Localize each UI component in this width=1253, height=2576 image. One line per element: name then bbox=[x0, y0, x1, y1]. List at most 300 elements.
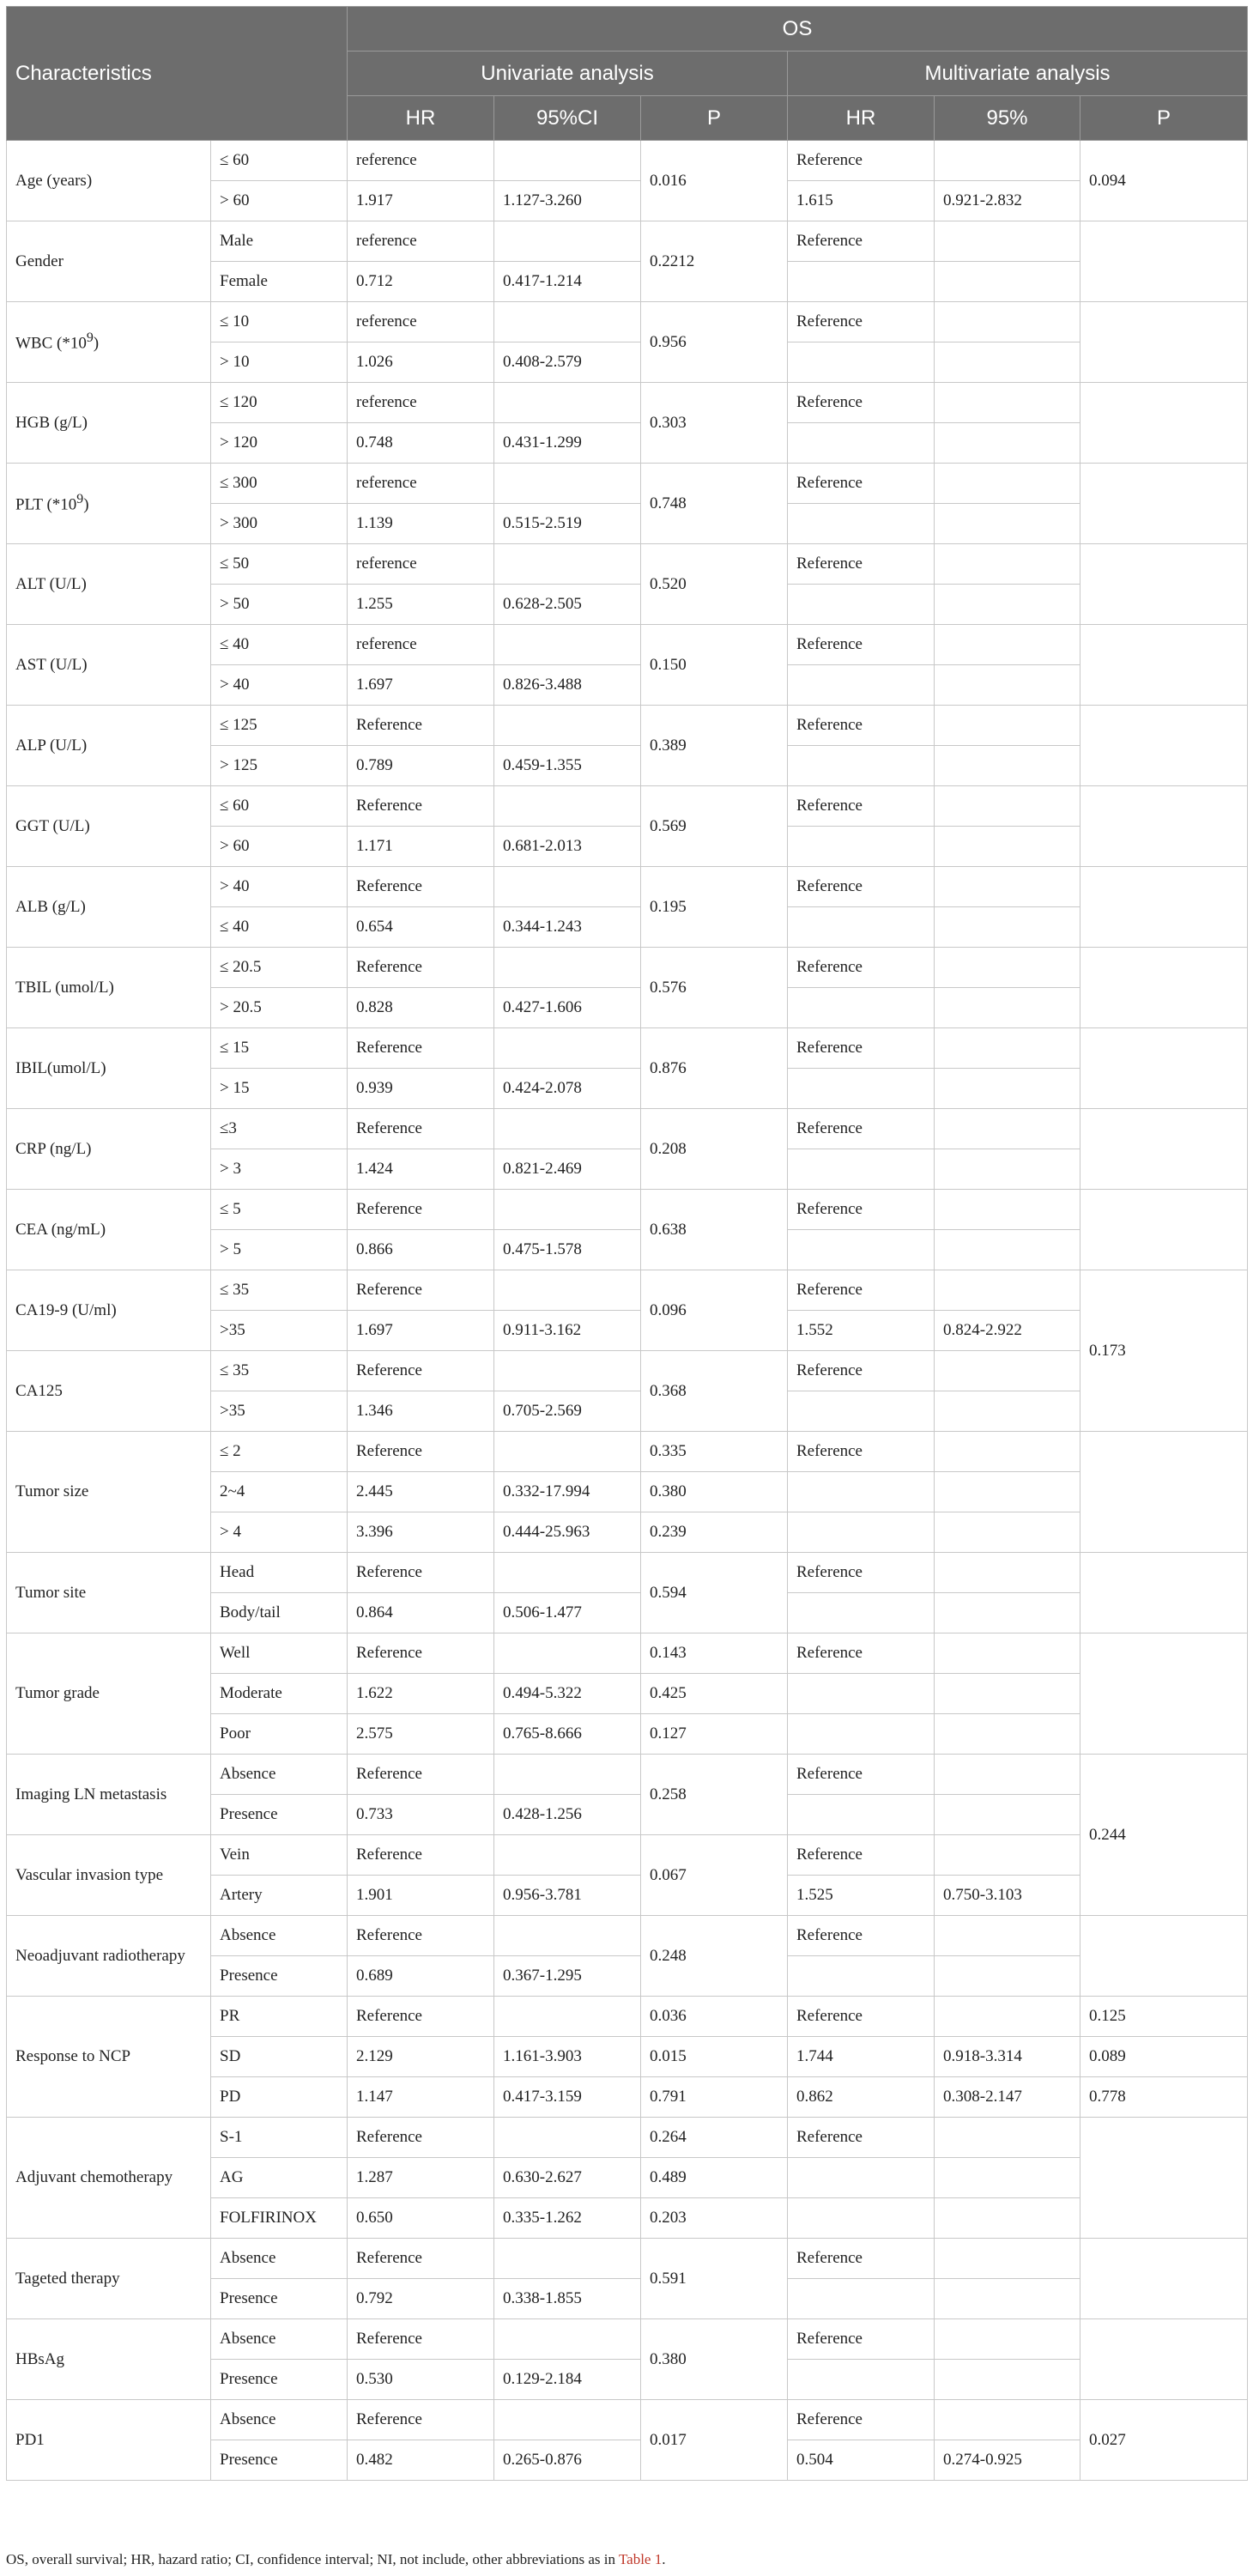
characteristic-name bbox=[7, 706, 211, 786]
uni-ci-cell bbox=[494, 948, 641, 988]
uni-ci-cell: 1.127-3.260 bbox=[494, 181, 641, 221]
category-cell: Absence bbox=[211, 1755, 348, 1795]
uni-ci-cell: 0.444-25.963 bbox=[494, 1512, 641, 1553]
characteristic-label: Tumor site bbox=[15, 1583, 87, 1602]
multi-hr-cell: Reference bbox=[788, 141, 935, 181]
multi-p-cell bbox=[1080, 221, 1248, 302]
uni-hr-cell: 0.748 bbox=[348, 423, 494, 464]
multi-hr-cell: Reference bbox=[788, 544, 935, 585]
category-cell: Presence bbox=[211, 1795, 348, 1835]
uni-hr-cell: 1.171 bbox=[348, 827, 494, 867]
uni-p-cell: 0.015 bbox=[641, 2037, 788, 2077]
uni-ci-cell bbox=[494, 2400, 641, 2440]
category-cell: Male bbox=[211, 221, 348, 262]
uni-ci-cell bbox=[494, 2319, 641, 2360]
multi-p-cell bbox=[1080, 1109, 1248, 1190]
multi-p-cell: 0.125 bbox=[1080, 1997, 1248, 2037]
characteristic-name bbox=[7, 1109, 211, 1190]
uni-hr-cell: 1.287 bbox=[348, 2158, 494, 2198]
category-cell: Head bbox=[211, 1553, 348, 1593]
uni-ci-cell bbox=[494, 1755, 641, 1795]
uni-p-cell: 0.303 bbox=[641, 383, 788, 464]
characteristic-label: Age (years) bbox=[15, 171, 93, 190]
header-multi-p: P bbox=[1080, 96, 1248, 141]
multi-hr-cell: Reference bbox=[788, 383, 935, 423]
uni-p-cell: 0.208 bbox=[641, 1109, 788, 1190]
characteristic-label: Tageted therapy bbox=[15, 2269, 120, 2288]
multi-hr-cell: Reference bbox=[788, 1835, 935, 1876]
uni-hr-cell: 1.901 bbox=[348, 1876, 494, 1916]
category-cell: Absence bbox=[211, 2239, 348, 2279]
multi-ci-cell bbox=[935, 262, 1080, 302]
multi-ci-cell bbox=[935, 221, 1080, 262]
multi-hr-cell bbox=[788, 504, 935, 544]
characteristic-label: Vascular invasion type bbox=[15, 1865, 164, 1884]
category-cell: ≤ 120 bbox=[211, 383, 348, 423]
category-cell: > 5 bbox=[211, 1230, 348, 1270]
uni-ci-cell: 0.332-17.994 bbox=[494, 1472, 641, 1512]
uni-ci-cell: 0.417-3.159 bbox=[494, 2077, 641, 2118]
multi-hr-cell bbox=[788, 2198, 935, 2239]
multi-hr-cell: Reference bbox=[788, 1916, 935, 1956]
table-row bbox=[7, 221, 1248, 262]
uni-p-cell: 0.195 bbox=[641, 867, 788, 948]
header-os: OS bbox=[348, 7, 1248, 52]
uni-p-cell: 0.017 bbox=[641, 2400, 788, 2481]
multi-ci-cell bbox=[935, 1472, 1080, 1512]
multi-ci-cell bbox=[935, 2198, 1080, 2239]
uni-ci-cell: 0.459-1.355 bbox=[494, 746, 641, 786]
table-row bbox=[7, 1553, 1248, 1593]
category-cell: ≤ 40 bbox=[211, 907, 348, 948]
table-row bbox=[7, 1997, 1248, 2037]
category-cell: AG bbox=[211, 2158, 348, 2198]
characteristic-label: Tumor size bbox=[15, 1482, 89, 1500]
multi-ci-cell bbox=[935, 786, 1080, 827]
multi-p-cell bbox=[1080, 867, 1248, 948]
multi-hr-cell bbox=[788, 2279, 935, 2319]
uni-ci-cell: 0.494-5.322 bbox=[494, 1674, 641, 1714]
multi-ci-cell bbox=[935, 625, 1080, 665]
multi-ci-cell bbox=[935, 988, 1080, 1028]
multi-p-cell bbox=[1080, 786, 1248, 867]
multi-p-cell bbox=[1080, 464, 1248, 544]
multi-ci-cell bbox=[935, 1633, 1080, 1674]
multi-ci-cell bbox=[935, 302, 1080, 342]
uni-hr-cell: 0.530 bbox=[348, 2360, 494, 2400]
footnote-table-link[interactable]: Table 1 bbox=[618, 2551, 663, 2567]
multi-ci-cell bbox=[935, 141, 1080, 181]
characteristic-name bbox=[7, 383, 211, 464]
multi-hr-cell: Reference bbox=[788, 1432, 935, 1472]
multi-hr-cell: 1.615 bbox=[788, 181, 935, 221]
multi-ci-cell bbox=[935, 1795, 1080, 1835]
uni-ci-cell bbox=[494, 1190, 641, 1230]
uni-hr-cell: Reference bbox=[348, 2118, 494, 2158]
uni-ci-cell: 0.956-3.781 bbox=[494, 1876, 641, 1916]
multi-p-cell bbox=[1080, 1028, 1248, 1109]
uni-hr-cell: 1.424 bbox=[348, 1149, 494, 1190]
multi-ci-cell bbox=[935, 585, 1080, 625]
multi-ci-cell bbox=[935, 1190, 1080, 1230]
category-cell: Presence bbox=[211, 2279, 348, 2319]
characteristic-label: IBIL(umol/L) bbox=[15, 1058, 106, 1077]
multi-ci-cell bbox=[935, 342, 1080, 383]
category-cell: Well bbox=[211, 1633, 348, 1674]
uni-p-cell: 0.264 bbox=[641, 2118, 788, 2158]
uni-hr-cell: 0.689 bbox=[348, 1956, 494, 1997]
uni-ci-cell: 0.265-0.876 bbox=[494, 2440, 641, 2481]
category-cell: ≤ 35 bbox=[211, 1270, 348, 1311]
multi-hr-cell bbox=[788, 1795, 935, 1835]
table-row bbox=[7, 464, 1248, 504]
uni-ci-cell: 0.427-1.606 bbox=[494, 988, 641, 1028]
uni-hr-cell: reference bbox=[348, 544, 494, 585]
multi-p-cell bbox=[1080, 2319, 1248, 2400]
characteristic-label: CEA (ng/mL) bbox=[15, 1220, 106, 1239]
category-cell: > 20.5 bbox=[211, 988, 348, 1028]
uni-ci-cell: 0.428-1.256 bbox=[494, 1795, 641, 1835]
multi-hr-cell: 1.744 bbox=[788, 2037, 935, 2077]
uni-ci-cell: 0.515-2.519 bbox=[494, 504, 641, 544]
characteristic-name bbox=[7, 302, 211, 383]
uni-ci-cell bbox=[494, 1432, 641, 1472]
uni-p-cell: 0.2212 bbox=[641, 221, 788, 302]
uni-ci-cell: 0.826-3.488 bbox=[494, 665, 641, 706]
uni-ci-cell bbox=[494, 625, 641, 665]
multi-hr-cell bbox=[788, 1956, 935, 1997]
uni-ci-cell: 0.408-2.579 bbox=[494, 342, 641, 383]
uni-hr-cell: Reference bbox=[348, 2319, 494, 2360]
table-row bbox=[7, 141, 1248, 181]
characteristic-label: ALP (U/L) bbox=[15, 736, 88, 755]
multi-p-cell bbox=[1080, 383, 1248, 464]
multi-hr-cell bbox=[788, 1472, 935, 1512]
header-uni-p: P bbox=[641, 96, 788, 141]
uni-p-cell: 0.569 bbox=[641, 786, 788, 867]
category-cell: Vein bbox=[211, 1835, 348, 1876]
characteristic-name bbox=[7, 2118, 211, 2239]
category-cell: FOLFIRINOX bbox=[211, 2198, 348, 2239]
uni-p-cell: 0.036 bbox=[641, 1997, 788, 2037]
category-cell: > 4 bbox=[211, 1512, 348, 1553]
uni-ci-cell bbox=[494, 1633, 641, 1674]
multi-hr-cell bbox=[788, 1069, 935, 1109]
multi-p-cell: 0.027 bbox=[1080, 2400, 1248, 2481]
uni-hr-cell: Reference bbox=[348, 1432, 494, 1472]
uni-ci-cell bbox=[494, 2239, 641, 2279]
multi-p-cell bbox=[1080, 2118, 1248, 2239]
category-cell: ≤ 20.5 bbox=[211, 948, 348, 988]
table-row bbox=[7, 2319, 1248, 2360]
multi-ci-cell: 0.824-2.922 bbox=[935, 1311, 1080, 1351]
category-cell: > 10 bbox=[211, 342, 348, 383]
multi-p-cell: 0.094 bbox=[1080, 141, 1248, 221]
uni-p-cell: 0.791 bbox=[641, 2077, 788, 2118]
multi-hr-cell: Reference bbox=[788, 1553, 935, 1593]
uni-hr-cell: reference bbox=[348, 625, 494, 665]
uni-hr-cell: 1.622 bbox=[348, 1674, 494, 1714]
uni-ci-cell: 0.367-1.295 bbox=[494, 1956, 641, 1997]
table-row bbox=[7, 2239, 1248, 2279]
multi-hr-cell bbox=[788, 988, 935, 1028]
table-row bbox=[7, 1351, 1248, 1391]
multi-ci-cell bbox=[935, 1674, 1080, 1714]
characteristic-name bbox=[7, 1028, 211, 1109]
uni-p-cell: 0.638 bbox=[641, 1190, 788, 1270]
multi-hr-cell bbox=[788, 746, 935, 786]
table-body bbox=[7, 141, 1248, 2481]
characteristic-label: Tumor grade bbox=[15, 1684, 100, 1702]
characteristic-label-tail: ) bbox=[83, 495, 89, 514]
multi-hr-cell: Reference bbox=[788, 1997, 935, 2037]
uni-p-cell: 0.389 bbox=[641, 706, 788, 786]
table-row bbox=[7, 2118, 1248, 2158]
multi-ci-cell: 0.921-2.832 bbox=[935, 181, 1080, 221]
category-cell: ≤ 35 bbox=[211, 1351, 348, 1391]
multi-ci-cell bbox=[935, 665, 1080, 706]
multi-hr-cell: Reference bbox=[788, 221, 935, 262]
category-cell: > 40 bbox=[211, 665, 348, 706]
multi-ci-cell bbox=[935, 1755, 1080, 1795]
multi-hr-cell bbox=[788, 907, 935, 948]
header-multi-hr: HR bbox=[788, 96, 935, 141]
multi-ci-cell bbox=[935, 1512, 1080, 1553]
multi-ci-cell bbox=[935, 544, 1080, 585]
category-cell: Poor bbox=[211, 1714, 348, 1755]
multi-ci-cell bbox=[935, 1028, 1080, 1069]
category-cell: Presence bbox=[211, 2440, 348, 2481]
uni-hr-cell: Reference bbox=[348, 1553, 494, 1593]
multi-hr-cell: Reference bbox=[788, 1028, 935, 1069]
table-header bbox=[7, 7, 1248, 141]
category-cell: > 40 bbox=[211, 867, 348, 907]
uni-ci-cell bbox=[494, 383, 641, 423]
multi-ci-cell bbox=[935, 867, 1080, 907]
multi-ci-cell bbox=[935, 907, 1080, 948]
uni-p-cell: 0.016 bbox=[641, 141, 788, 221]
header-uni-ci: 95%CI bbox=[494, 96, 641, 141]
category-cell: ≤3 bbox=[211, 1109, 348, 1149]
table-row bbox=[7, 948, 1248, 988]
multi-p-cell: 0.173 bbox=[1080, 1270, 1248, 1432]
uni-hr-cell: 1.139 bbox=[348, 504, 494, 544]
uni-hr-cell: 1.697 bbox=[348, 665, 494, 706]
uni-ci-cell: 0.475-1.578 bbox=[494, 1230, 641, 1270]
multi-ci-cell bbox=[935, 2400, 1080, 2440]
results-table bbox=[6, 6, 1248, 2481]
multi-hr-cell bbox=[788, 1593, 935, 1633]
uni-p-cell: 0.127 bbox=[641, 1714, 788, 1755]
category-cell: ≤ 10 bbox=[211, 302, 348, 342]
footnote-tail: . bbox=[662, 2551, 666, 2567]
uni-ci-cell: 0.705-2.569 bbox=[494, 1391, 641, 1432]
table-row bbox=[7, 544, 1248, 585]
multi-ci-cell bbox=[935, 1270, 1080, 1311]
header-uni-hr: HR bbox=[348, 96, 494, 141]
multi-ci-cell bbox=[935, 2158, 1080, 2198]
uni-ci-cell: 0.417-1.214 bbox=[494, 262, 641, 302]
uni-hr-cell: 3.396 bbox=[348, 1512, 494, 1553]
multi-ci-cell: 0.308-2.147 bbox=[935, 2077, 1080, 2118]
multi-hr-cell: Reference bbox=[788, 2319, 935, 2360]
uni-p-cell: 0.067 bbox=[641, 1835, 788, 1916]
multi-p-cell bbox=[1080, 1432, 1248, 1553]
uni-ci-cell: 0.129-2.184 bbox=[494, 2360, 641, 2400]
multi-ci-cell: 0.750-3.103 bbox=[935, 1876, 1080, 1916]
multi-hr-cell bbox=[788, 665, 935, 706]
characteristic-label: ALB (g/L) bbox=[15, 897, 86, 916]
characteristic-label: Imaging LN metastasis bbox=[15, 1785, 167, 1803]
characteristic-label: Response to NCP bbox=[15, 2047, 131, 2065]
multi-ci-cell bbox=[935, 1714, 1080, 1755]
header-characteristics: Characteristics bbox=[7, 7, 348, 141]
uni-ci-cell bbox=[494, 2118, 641, 2158]
category-cell: > 120 bbox=[211, 423, 348, 464]
multi-hr-cell: Reference bbox=[788, 464, 935, 504]
uni-hr-cell: 0.712 bbox=[348, 262, 494, 302]
category-cell: > 3 bbox=[211, 1149, 348, 1190]
uni-hr-cell: Reference bbox=[348, 786, 494, 827]
header-univariate: Univariate analysis bbox=[348, 52, 788, 96]
category-cell: >35 bbox=[211, 1311, 348, 1351]
multi-ci-cell bbox=[935, 423, 1080, 464]
multi-p-cell bbox=[1080, 544, 1248, 625]
category-cell: Body/tail bbox=[211, 1593, 348, 1633]
characteristic-name bbox=[7, 1270, 211, 1351]
uni-p-cell: 0.576 bbox=[641, 948, 788, 1028]
uni-ci-cell: 0.681-2.013 bbox=[494, 827, 641, 867]
uni-hr-cell: 0.792 bbox=[348, 2279, 494, 2319]
multi-hr-cell: Reference bbox=[788, 706, 935, 746]
characteristic-label: Neoadjuvant radiotherapy bbox=[15, 1946, 185, 1965]
uni-p-cell: 0.956 bbox=[641, 302, 788, 383]
category-cell: > 60 bbox=[211, 827, 348, 867]
category-cell: SD bbox=[211, 2037, 348, 2077]
category-cell: > 125 bbox=[211, 746, 348, 786]
category-cell: ≤ 40 bbox=[211, 625, 348, 665]
multi-hr-cell: Reference bbox=[788, 302, 935, 342]
characteristic-name bbox=[7, 1755, 211, 1835]
characteristic-label: CA19-9 (U/ml) bbox=[15, 1300, 117, 1319]
category-cell: 2~4 bbox=[211, 1472, 348, 1512]
multi-ci-cell bbox=[935, 2319, 1080, 2360]
characteristic-label: AST (U/L) bbox=[15, 655, 88, 674]
characteristic-name bbox=[7, 867, 211, 948]
multi-hr-cell bbox=[788, 2158, 935, 2198]
uni-hr-cell: 0.864 bbox=[348, 1593, 494, 1633]
category-cell: S-1 bbox=[211, 2118, 348, 2158]
multi-hr-cell bbox=[788, 827, 935, 867]
category-cell: Absence bbox=[211, 2400, 348, 2440]
table-row bbox=[7, 786, 1248, 827]
uni-ci-cell bbox=[494, 1916, 641, 1956]
uni-ci-cell bbox=[494, 141, 641, 181]
category-cell: PD bbox=[211, 2077, 348, 2118]
multi-ci-cell bbox=[935, 2279, 1080, 2319]
uni-ci-cell bbox=[494, 1553, 641, 1593]
multi-hr-cell bbox=[788, 1149, 935, 1190]
multi-p-cell bbox=[1080, 706, 1248, 786]
multi-ci-cell bbox=[935, 2118, 1080, 2158]
category-cell: ≤ 5 bbox=[211, 1190, 348, 1230]
multi-p-cell bbox=[1080, 1633, 1248, 1755]
multi-p-cell bbox=[1080, 2239, 1248, 2319]
category-cell: ≤ 60 bbox=[211, 141, 348, 181]
multi-ci-cell bbox=[935, 1109, 1080, 1149]
table-row bbox=[7, 625, 1248, 665]
multi-ci-cell bbox=[935, 1149, 1080, 1190]
category-cell: ≤ 15 bbox=[211, 1028, 348, 1069]
uni-hr-cell: 0.654 bbox=[348, 907, 494, 948]
multi-hr-cell: Reference bbox=[788, 867, 935, 907]
characteristic-name bbox=[7, 625, 211, 706]
multi-hr-cell bbox=[788, 2360, 935, 2400]
uni-p-cell: 0.591 bbox=[641, 2239, 788, 2319]
uni-hr-cell: reference bbox=[348, 464, 494, 504]
multi-hr-cell: Reference bbox=[788, 2118, 935, 2158]
uni-hr-cell: 0.482 bbox=[348, 2440, 494, 2481]
uni-ci-cell: 1.161-3.903 bbox=[494, 2037, 641, 2077]
multi-ci-cell bbox=[935, 464, 1080, 504]
uni-p-cell: 0.380 bbox=[641, 1472, 788, 1512]
footnote-text: OS, overall survival; HR, hazard ratio; CI, confidence interval; NI, not include, other abbreviations as in bbox=[6, 2551, 619, 2567]
uni-p-cell: 0.380 bbox=[641, 2319, 788, 2400]
multi-hr-cell: Reference bbox=[788, 1633, 935, 1674]
multi-ci-cell bbox=[935, 1835, 1080, 1876]
characteristic-name bbox=[7, 464, 211, 544]
uni-ci-cell: 0.335-1.262 bbox=[494, 2198, 641, 2239]
multi-hr-cell: 1.525 bbox=[788, 1876, 935, 1916]
uni-p-cell: 0.594 bbox=[641, 1553, 788, 1633]
multi-ci-cell bbox=[935, 2360, 1080, 2400]
uni-p-cell: 0.489 bbox=[641, 2158, 788, 2198]
uni-hr-cell: reference bbox=[348, 302, 494, 342]
uni-hr-cell: 0.828 bbox=[348, 988, 494, 1028]
uni-ci-cell: 0.911-3.162 bbox=[494, 1311, 641, 1351]
table-row bbox=[7, 302, 1248, 342]
table-row bbox=[7, 1109, 1248, 1149]
category-cell: Absence bbox=[211, 2319, 348, 2360]
multi-p-cell: 0.244 bbox=[1080, 1755, 1248, 1916]
multi-ci-cell bbox=[935, 706, 1080, 746]
characteristic-label: ALT (U/L) bbox=[15, 574, 87, 593]
characteristic-label: Gender bbox=[15, 252, 64, 270]
table-row bbox=[7, 383, 1248, 423]
category-cell: >35 bbox=[211, 1391, 348, 1432]
characteristic-name bbox=[7, 141, 211, 221]
category-cell: ≤ 300 bbox=[211, 464, 348, 504]
multi-hr-cell: 0.504 bbox=[788, 2440, 935, 2481]
category-cell: > 15 bbox=[211, 1069, 348, 1109]
multi-hr-cell bbox=[788, 1230, 935, 1270]
uni-hr-cell: 2.445 bbox=[348, 1472, 494, 1512]
uni-hr-cell: 1.255 bbox=[348, 585, 494, 625]
category-cell: ≤ 125 bbox=[211, 706, 348, 746]
uni-p-cell: 0.335 bbox=[641, 1432, 788, 1472]
multi-p-cell bbox=[1080, 1916, 1248, 1997]
characteristic-label: GGT (U/L) bbox=[15, 816, 90, 835]
characteristic-name bbox=[7, 1633, 211, 1755]
header-multivariate: Multivariate analysis bbox=[788, 52, 1248, 96]
uni-hr-cell: 1.147 bbox=[348, 2077, 494, 2118]
uni-hr-cell: Reference bbox=[348, 1997, 494, 2037]
characteristic-label: PLT (*10 bbox=[15, 495, 77, 514]
table-row bbox=[7, 1755, 1248, 1795]
category-cell: ≤ 50 bbox=[211, 544, 348, 585]
uni-hr-cell: reference bbox=[348, 383, 494, 423]
category-cell: Absence bbox=[211, 1916, 348, 1956]
